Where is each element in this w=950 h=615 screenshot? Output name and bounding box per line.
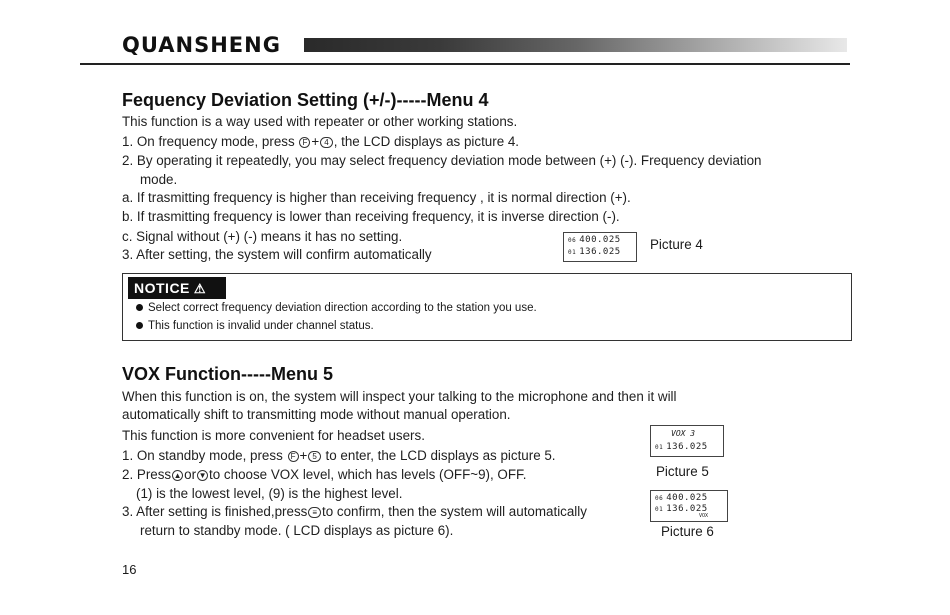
caption-picture-4: Picture 4 xyxy=(650,237,703,252)
bullet-icon xyxy=(136,304,143,311)
paragraph-line: (1) is the lowest level, (9) is the highest level. xyxy=(136,486,403,501)
f-key-icon: F xyxy=(299,137,310,148)
header-gradient-bar xyxy=(304,38,847,52)
paragraph-line: When this function is on, the system will inspect your talking to the microphone and then it will xyxy=(122,389,677,404)
bullet-icon xyxy=(136,322,143,329)
paragraph-line: This function is a way used with repeater or other working stations. xyxy=(122,114,518,129)
lcd-picture-5: VOX 3 01 136.025 xyxy=(650,425,724,457)
lcd-picture-6: 06 400.025 01 136.025 VOX xyxy=(650,490,728,522)
paragraph-line: mode. xyxy=(140,172,178,187)
paragraph-line: 2. By operating it repeatedly, you may select frequency deviation mode between (+) (-). Frequency deviation xyxy=(122,153,762,168)
paragraph-line: a. If trasmitting frequency is higher than receiving frequency , it is normal direction (+). xyxy=(122,190,631,205)
caption-picture-5: Picture 5 xyxy=(656,464,709,479)
f-key-icon: F xyxy=(288,451,299,462)
paragraph-line: automatically shift to transmitting mode without manual operation. xyxy=(122,407,511,422)
menu-key-icon: 5 xyxy=(308,451,320,462)
paragraph-line: This function is more convenient for headset users. xyxy=(122,428,425,443)
notice-label: NOTICE ⚠ xyxy=(128,277,226,299)
paragraph-line: 3. After setting is finished,press ≡ to confirm, then the system will automatically xyxy=(122,504,587,519)
header-divider xyxy=(80,63,850,65)
paragraph-line: 3. After setting, the system will confirm automatically xyxy=(122,247,432,262)
menu-confirm-key-icon: ≡ xyxy=(308,507,321,518)
paragraph-line: 1. On frequency mode, press F + 4 , the LCD displays as picture 4. xyxy=(122,134,520,149)
warning-triangle-icon: ⚠ xyxy=(193,281,207,296)
paragraph-line: 1. On standby mode, press F + 5 to enter, the LCD displays as picture 5. xyxy=(122,448,556,463)
paragraph-line: c. Signal without (+) (-) means it has no setting. xyxy=(122,229,403,244)
paragraph-line: return to standby mode. ( LCD displays as picture 6). xyxy=(140,523,454,538)
menu-key-icon: 4 xyxy=(320,137,332,148)
section-title-frequency-deviation: Fequency Deviation Setting (+/-)-----Menu 4 xyxy=(122,90,489,110)
caption-picture-6: Picture 6 xyxy=(661,524,714,539)
paragraph-line: 2. Press ▲ or ▼ to choose VOX level, which has levels (OFF~9), OFF. xyxy=(122,467,527,482)
notice-item: This function is invalid under channel status. xyxy=(136,320,374,332)
paragraph-line: b. If trasmitting frequency is lower than receiving frequency, it is inverse direction (-). xyxy=(122,209,620,224)
section-title-vox: VOX Function-----Menu 5 xyxy=(122,364,333,384)
brand-logo: QUANSHENG xyxy=(122,33,281,57)
down-key-icon: ▼ xyxy=(198,471,207,480)
up-key-icon: ▲ xyxy=(173,471,182,480)
notice-item: Select correct frequency deviation direction according to the station you use. xyxy=(136,302,537,314)
page-number: 16 xyxy=(122,562,137,577)
lcd-picture-4: 06 400.025 01 136.025 xyxy=(563,232,637,262)
